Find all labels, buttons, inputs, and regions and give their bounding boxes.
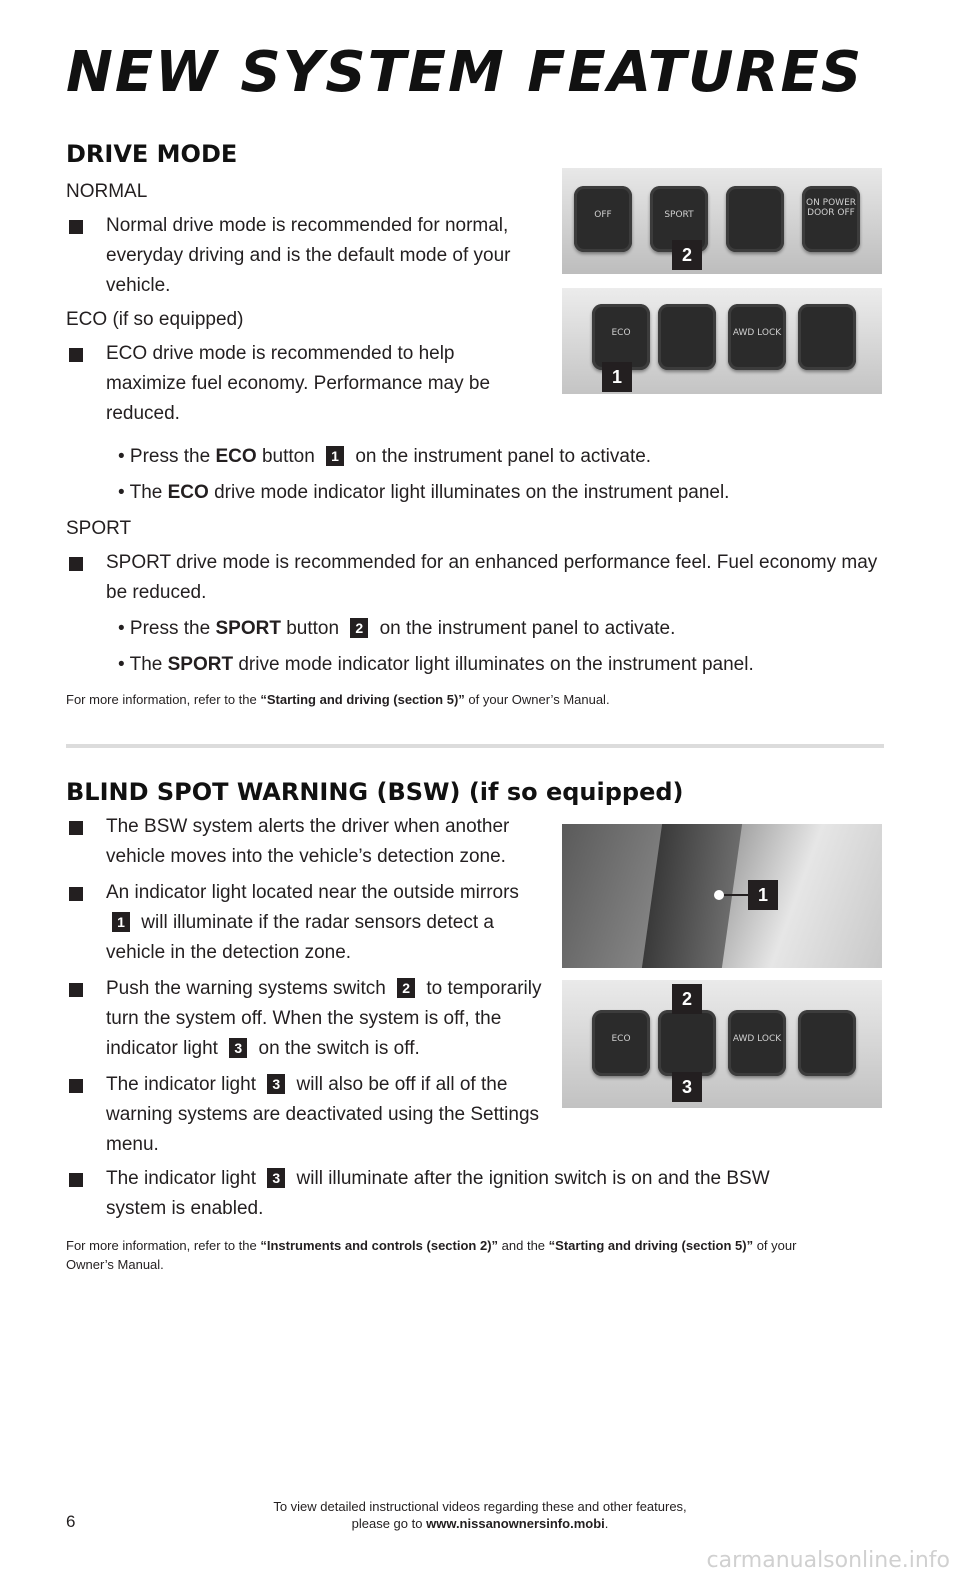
sport-sub-2: • The SPORT drive mode indicator light illuminates on the instrument panel. — [118, 654, 754, 675]
footer-url-link[interactable]: www.nissanownersinfo.mobi — [426, 1516, 605, 1531]
bsw-more-info: For more information, refer to the “Instruments and controls (section 2)” and the “Starting and driving (section 5)” of your Owner’s Manual. — [66, 1238, 797, 1272]
eco-switch: ECO — [592, 1010, 650, 1076]
callout-number: 3 — [267, 1168, 285, 1188]
footer-note — [0, 1498, 960, 1532]
bsw-title: BLIND SPOT WARNING (BSW) (if so equipped) — [66, 778, 684, 806]
bsw-text-upper — [66, 812, 546, 1160]
awd-lock-switch: AWD LOCK — [728, 1010, 786, 1076]
sport-bullet: SPORT drive mode is recommended for an enhanced performance feel. Fuel economy may be reduced. — [66, 548, 886, 608]
drive-mode-text-lower — [66, 442, 886, 709]
bsw-bullet-1: The BSW system alerts the driver when another vehicle moves into the vehicle’s detection zone. — [66, 812, 546, 872]
bsw-bullet-4: The indicator light 3 will also be off if all of the warning systems are deactivated using the Settings menu. — [66, 1070, 546, 1160]
warning-systems-switch — [658, 304, 716, 370]
drive-mode-title: DRIVE MODE — [66, 140, 238, 168]
indicator-light-dot — [714, 890, 724, 900]
bsw-switch-photo — [562, 980, 882, 1108]
page-number: 6 — [66, 1512, 76, 1531]
callout-number: 3 — [267, 1074, 285, 1094]
callout-2: 2 — [672, 984, 702, 1014]
sport-sub-1: • Press the SPORT button 2 on the instrument panel to activate. — [118, 618, 676, 639]
eco-bullet: ECO drive mode is recommended to help maximize fuel economy. Performance may be reduced. — [66, 339, 506, 429]
section-divider — [66, 744, 884, 748]
callout-2: 2 — [672, 240, 702, 270]
bsw-bullet-5: The indicator light 3 will illuminate after the ignition switch is on and the BSW system is enabled. — [66, 1164, 826, 1224]
a-pillar — [642, 824, 742, 968]
hill-descent-switch — [798, 304, 856, 370]
awd-lock-switch: AWD LOCK — [728, 304, 786, 370]
switch-panel-photo-bottom — [562, 288, 882, 394]
callout-number: 3 — [229, 1038, 247, 1058]
callout-number: 2 — [397, 978, 415, 998]
watermark: carmanualsonline.info — [706, 1548, 950, 1573]
footer-line-2: please go to www.nissanownersinfo.mobi. — [351, 1516, 609, 1531]
normal-label: NORMAL — [66, 181, 148, 202]
callout-number: 1 — [112, 912, 130, 932]
drive-mode-more-info: For more information, refer to the “Starting and driving (section 5)” of your Owner’s Manual. — [66, 692, 610, 707]
callout-number: 1 — [326, 446, 344, 466]
normal-bullet: Normal drive mode is recommended for normal, everyday driving and is the default mode of your vehicle. — [66, 211, 536, 301]
sport-switch: SPORT — [650, 186, 708, 252]
callout-line — [724, 894, 748, 896]
footer-line-1: To view detailed instructional videos regarding these and other features, — [273, 1499, 687, 1514]
eco-label: ECO (if so equipped) — [66, 309, 244, 330]
sport-label: SPORT — [66, 518, 132, 539]
callout-3: 3 — [672, 1072, 702, 1102]
eco-switch: ECO — [592, 304, 650, 370]
mirror-indicator-photo — [562, 824, 882, 968]
eco-sub-2: • The ECO drive mode indicator light illuminates on the instrument panel. — [118, 482, 730, 503]
hill-descent-switch — [798, 1010, 856, 1076]
callout-number: 2 — [350, 618, 368, 638]
bsw-text-lower — [66, 1164, 886, 1274]
bsw-bullet-2: An indicator light located near the outside mirrors 1 will illuminate if the radar sensors detect a vehicle in the detection zone. — [66, 878, 546, 968]
switch-panel-photo-top — [562, 168, 882, 274]
page-title: NEW SYSTEM FEATURES — [66, 40, 864, 105]
warning-systems-switch — [658, 1010, 716, 1076]
hill-descent-switch — [726, 186, 784, 252]
eco-sub-1: • Press the ECO button 1 on the instrument panel to activate. — [118, 446, 652, 467]
power-door-switch: ON POWER DOOR OFF — [802, 186, 860, 252]
callout-1: 1 — [602, 362, 632, 392]
bsw-bullet-3: Push the warning systems switch 2 to temporarily turn the system off. When the system is off, the indicator light 3 on the switch is off. — [66, 974, 546, 1064]
drive-mode-text-upper — [66, 177, 536, 429]
callout-1: 1 — [748, 880, 778, 910]
vdc-off-switch: OFF — [574, 186, 632, 252]
